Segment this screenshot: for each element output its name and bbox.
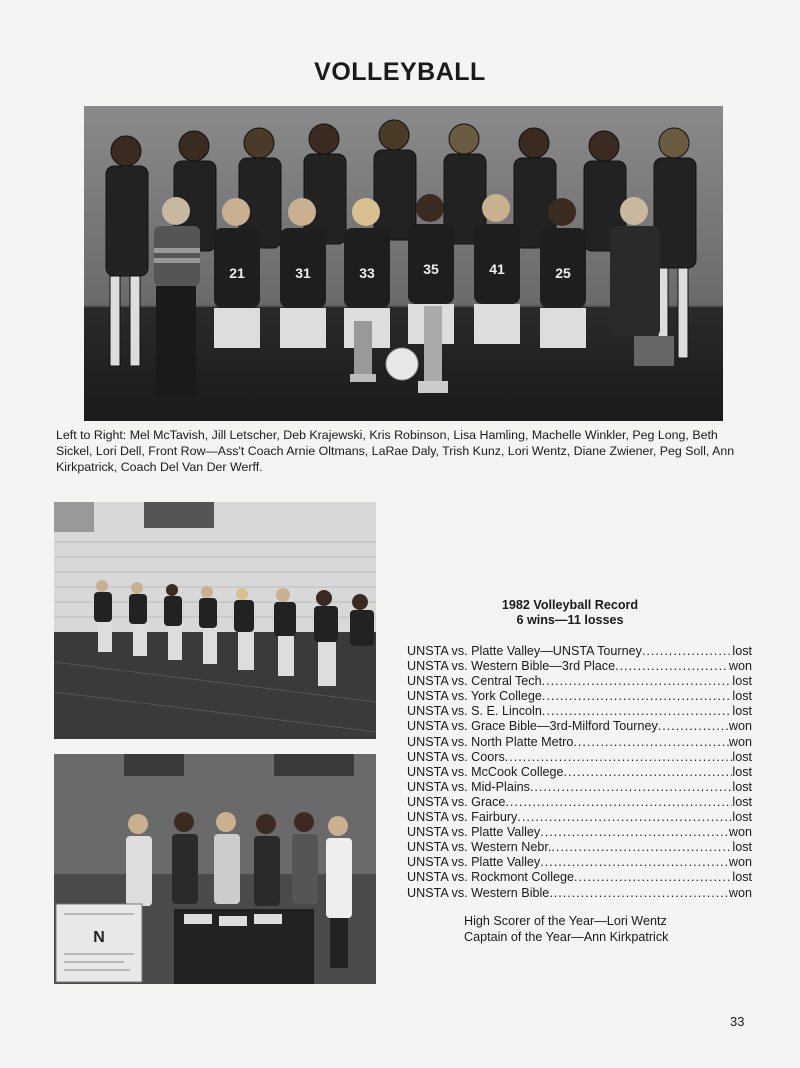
list-item [407,719,752,734]
list-item [407,886,752,901]
jersey-number: 25 [555,265,571,281]
game-result: lost [732,764,752,779]
list-item [407,870,752,885]
game-result: lost [732,644,752,658]
game-match: UNSTA vs. North Platte Metro [407,734,574,749]
banner-letter: N [93,929,105,946]
list-item [407,765,752,780]
award-banner [56,904,142,982]
record-heading [470,598,670,628]
game-result: lost [732,704,752,719]
record-list [407,644,752,901]
game-result: lost [732,749,752,764]
game-result: won [728,734,752,749]
list-item [407,825,752,840]
game-result: lost [732,689,752,704]
team-photo [84,106,723,421]
game-match: UNSTA vs. Coors [407,749,505,764]
game-result: won [728,885,752,900]
list-item [407,674,752,689]
game-match: UNSTA vs. Western Nebr. [407,840,552,855]
awards-photo [54,754,376,984]
list-item [407,704,752,719]
page-number: 33 [730,1014,745,1029]
game-result: won [728,825,752,840]
list-item [407,750,752,765]
bench-photo [54,502,376,739]
list-item [407,780,752,795]
game-result: lost [732,674,752,689]
list-item [407,689,752,704]
jersey-number: 33 [359,265,375,281]
game-match: UNSTA vs. Rockmont College [407,870,575,885]
game-match: UNSTA vs. Mid-Plains [407,779,530,794]
game-result: lost [732,840,752,855]
jersey-number: 21 [229,265,245,281]
captain: Captain of the Year—Ann Kirkpatrick [464,929,669,944]
game-result: won [728,719,752,734]
game-result: lost [732,794,752,809]
season-awards [464,914,764,945]
list-item [407,810,752,825]
game-result: won [728,855,752,870]
list-item [407,659,752,674]
game-result: lost [732,870,752,885]
game-result: won [728,659,752,674]
list-item [407,644,752,659]
list-item [407,840,752,855]
game-match: UNSTA vs. Grace Bible—3rd-Milford Tourney [407,719,658,734]
game-match: UNSTA vs. Central Tech [407,674,542,689]
jersey-number: 31 [295,265,311,281]
game-match: UNSTA vs. Western Bible—3rd Place [407,659,616,674]
game-match: UNSTA vs. McCook College [407,764,564,779]
game-match: UNSTA vs. Grace [407,794,506,809]
jersey-number: 41 [489,261,505,277]
record-title: 1982 Volleyball Record [501,598,639,612]
list-item [407,735,752,750]
record-summary: 6 wins—11 losses [516,613,624,627]
photo-caption: Left to Right: Mel McTavish, Jill Letscher, Deb Krajewski, Kris Robinson, Lisa Hamling, Machelle Winkler, Peg Long, Beth Sickel, Lori Dell, Front Row—Ass't Coach Arnie Oltmans, LaRae Daly, Trish Kunz, Lori Wentz, Diane Zwiener, Peg Soll, Ann Kirkpatrick, Coach Del Van Der Werff. [56,428,735,474]
jersey-number: 35 [423,261,439,277]
high-scorer: High Scorer of the Year—Lori Wentz [464,914,667,928]
game-match: UNSTA vs. York College [407,689,542,704]
game-match: UNSTA vs. Platte Valley [407,855,541,870]
game-match: UNSTA vs. Platte Valley [407,825,541,840]
game-result: lost [732,779,752,794]
game-result: lost [732,810,752,825]
game-match: UNSTA vs. S. E. Lincoln [407,704,542,719]
game-match: UNSTA vs. Platte Valley—UNSTA Tourney [407,644,642,658]
list-item [407,855,752,870]
list-item [407,795,752,810]
volleyball-icon [386,348,418,380]
game-match: UNSTA vs. Western Bible [407,885,550,900]
game-match: UNSTA vs. Fairbury [407,810,518,825]
page-title: VOLLEYBALL [314,58,486,86]
